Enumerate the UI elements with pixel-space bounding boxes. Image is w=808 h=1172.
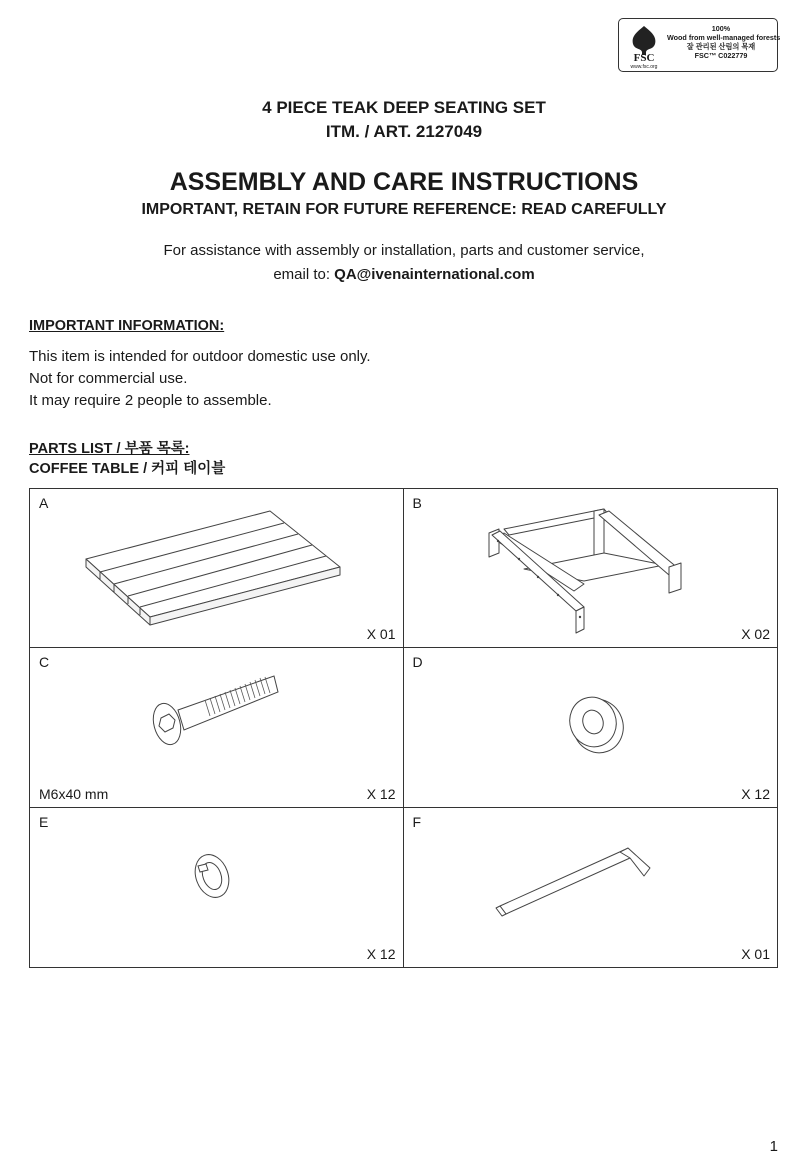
assistance-email-prefix: email to: [273, 266, 335, 283]
part-letter: E [39, 813, 49, 830]
fsc-line-4: FSC™ C022779 [694, 51, 748, 60]
fsc-text [667, 24, 781, 60]
fsc-line-1: 100% [711, 24, 731, 33]
part-letter: D [412, 654, 423, 671]
part-size: M6x40 mm [39, 785, 109, 802]
info-line: Not for commercial use. [29, 370, 188, 387]
product-name: 4 PIECE TEAK DEEP SEATING SET [262, 98, 546, 117]
fsc-line-3: 잘 관리된 산림의 목재 [686, 42, 756, 51]
important-info-heading: IMPORTANT INFORMATION: [29, 318, 225, 334]
part-quantity: X 12 [366, 785, 396, 802]
assistance-line: For assistance with assembly or installation, parts and customer service, [163, 242, 645, 259]
part-letter: F [412, 813, 422, 830]
part-quantity: X 12 [741, 785, 770, 802]
assistance-email: QA@ivenainternational.com [334, 266, 535, 283]
slatted-tabletop-icon [30, 489, 404, 648]
fsc-logo-web: www.fsc.org [630, 64, 658, 70]
allen-key-icon [404, 808, 778, 967]
part-cell-b [404, 489, 778, 648]
part-quantity: X 01 [366, 626, 396, 643]
part-letter: B [412, 495, 422, 511]
part-quantity: X 02 [741, 626, 770, 643]
spring-washer-icon [30, 808, 404, 967]
part-cell-a [30, 489, 404, 648]
part-cell-e [30, 808, 404, 967]
info-line: It may require 2 people to assemble. [29, 392, 272, 409]
page-number: 1 [769, 1138, 778, 1155]
part-quantity: X 12 [366, 945, 396, 962]
part-cell-c [30, 648, 404, 807]
item-number: ITM. / ART. 2127049 [325, 122, 483, 141]
fsc-logo-name: FSC [633, 52, 655, 64]
leg-frame-icon [404, 489, 778, 648]
info-line: This item is intended for outdoor domestic use only. [29, 348, 371, 365]
fsc-certification-logo [618, 18, 781, 72]
fsc-line-2: Wood from well-managed forests [667, 33, 781, 42]
hex-bolt-icon [30, 648, 404, 807]
part-quantity: X 01 [741, 945, 770, 962]
part-letter: A [39, 495, 49, 511]
page-title: ASSEMBLY AND CARE INSTRUCTIONS [169, 168, 639, 196]
parts-list-heading: PARTS LIST / 부품 목록: [29, 441, 190, 457]
part-letter: C [39, 654, 50, 671]
assistance-email-line [0, 263, 808, 287]
flat-washer-icon [404, 648, 778, 807]
page-subtitle: IMPORTANT, RETAIN FOR FUTURE REFERENCE: READ CAREFULLY [141, 201, 667, 218]
coffee-table-heading: COFFEE TABLE / 커피 테이블 [29, 461, 226, 477]
important-info-text [29, 346, 371, 412]
parts-grid [29, 488, 778, 968]
part-cell-d [404, 648, 778, 807]
part-cell-f [404, 808, 778, 967]
